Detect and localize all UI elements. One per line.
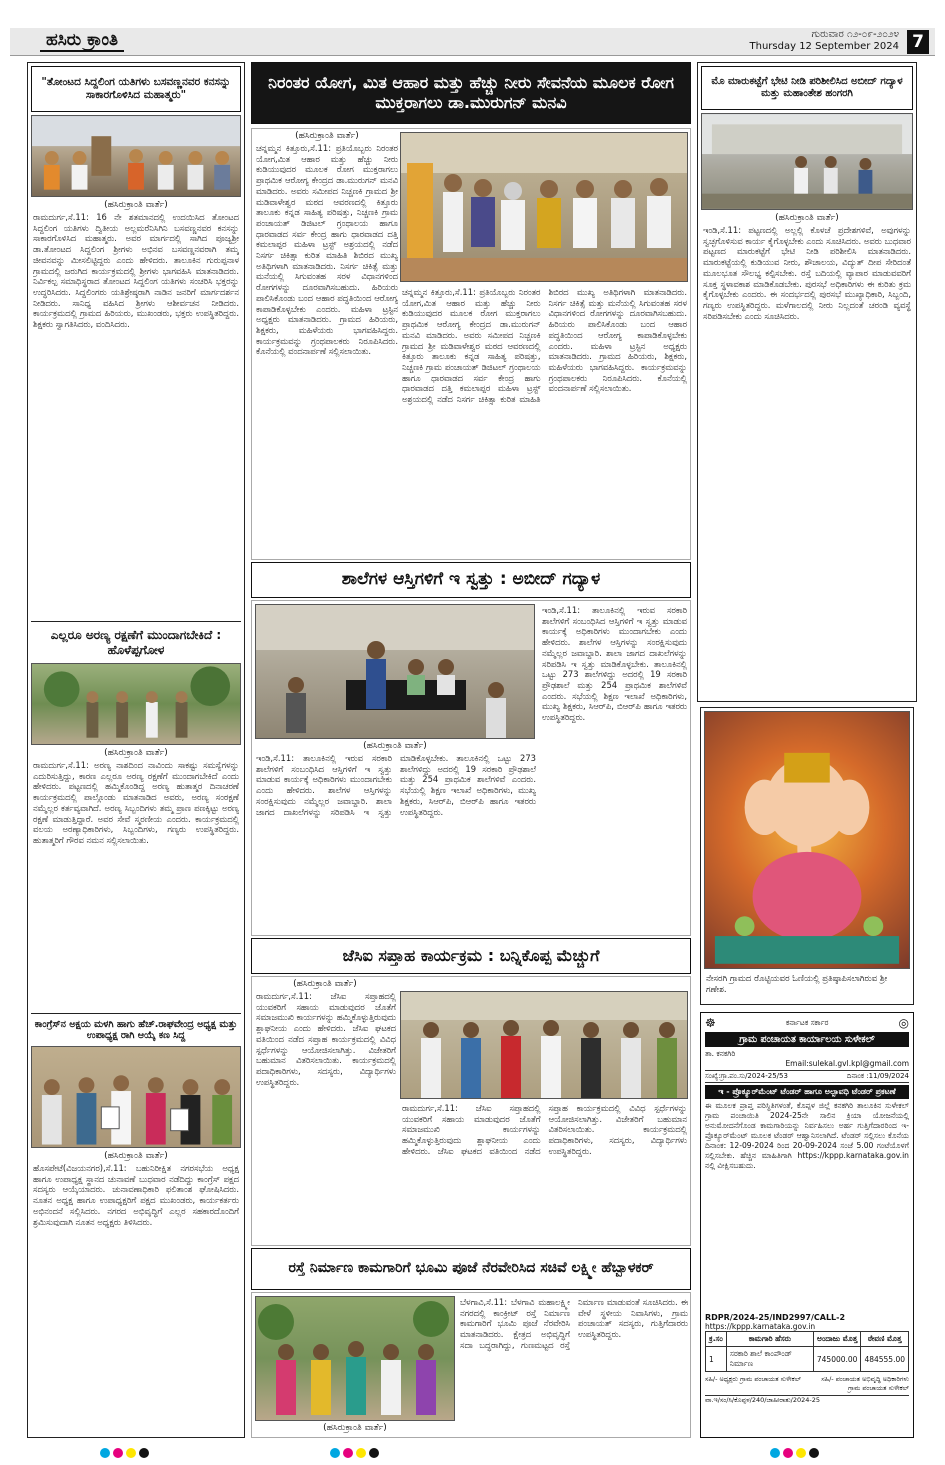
center-dateline-3: (ಹಸಿರುಕ್ರಾಂತಿ ವಾರ್ತೆ) [293,979,357,989]
registration-marks-right [770,1443,822,1462]
table-row [706,1347,909,1372]
tender-ref-no: ಸಂಖ್ಯೆ:ಗ್ರಾ.ಪಂ.ಸು/2024-25/53 [705,1072,788,1080]
tender-url-link[interactable]: https://kppp.karnataka.gov.in [705,1322,816,1331]
ganesha-caption: ನೇಸರಗಿ ಗ್ರಾಮದ ರೊಟ್ಟಿಯವರ ಓಣಿಯಲ್ಲಿ ಪ್ರತಿಷ್ಠಾಪಿಸಲಾಗಿರುವ ಶ್ರೀ ಗಣೇಶ. [706,974,888,995]
center-story-2 [251,600,691,936]
center-dateline-4: (ಹಸಿರುಕ್ರಾಂತಿ ವಾರ್ತೆ) [323,1423,387,1433]
tender-cell-2: ಸರಕಾರಿ ಶಾಲೆ ಕಾಂಪೌಂಡ್ ನಿರ್ಮಾಣ [726,1347,813,1372]
ganesha-idol-graphic [705,712,909,968]
date-block [750,29,899,53]
left-headline-2: ಎಲ್ಲರೂ ಅರಣ್ಯ ರಕ್ಷಣೆಗೆ ಮುಂದಾಗಬೇಕಿದೆ : ಹೊಳೆಪ್ಪಗೋಳ [50,628,222,657]
left-dateline-3: (ಹಸಿರುಕ್ರಾಂತಿ ವಾರ್ತೆ) [104,1151,168,1161]
left-body-2: ರಾಮದುರ್ಗ,ಸೆ.11: ಅರಣ್ಯ ನಾಶದಿಂದ ನಾವಿಂದು ಸಾಕಷ್ಟು ಸಮಸ್ಯೆಗಳನ್ನು ಎದುರಿಸುತ್ತಿದ್ದು, ಕಾರಣ ಎಲ್ಲರೂ ಅರಣ್ಯ ರಕ್ಷಣೆಗೆ ಮುಂದಾಗಬೇಕಿದೆ ಎಂದು ಹೇಳಿದರು. ಪಟ್ಟಣದಲ್ಲಿ ಹಮ್ಮಿಕೊಂಡಿದ್ದ ಅರಣ್ಯ ಹುತಾತ್ಮರ ದಿನಾಚರಣೆ ಕಾರ್ಯಕ್ರಮದಲ್ಲಿ ಪಾಲ್ಗೊಂಡು ಮಾತನಾಡಿದ ಅವರು, ಅರಣ್ಯ ಸಂರಕ್ಷಣೆ ನಮ್ಮೆಲ್ಲರ ಕರ್ತವ್ಯವಾಗಿದೆ. ಅರಣ್ಯ ಸಿಬ್ಬಂದಿಗಳು ತಮ್ಮ ಪ್ರಾಣ ಪಣಕ್ಕಿಟ್ಟು ಅರಣ್ಯ ರಕ್ಷಣೆ ಮಾಡುತ್ತಿದ್ದಾರೆ. ಅವರ ಸೇವೆ ಸ್ಮರಣೀಯ ಎಂದರು. ಕಾರ್ಯಕ್ರಮದಲ್ಲಿ ವಲಯ ಅರಣ್ಯಾಧಿಕಾರಿಗಳು, ಸಿಬ್ಬಂದಿಗಳು, ಗಣ್ಯರು ಉಪಸ್ಥಿತರಿದ್ದರು. ಹುತಾತ್ಮರಿಗೆ ಗೌರವ ನಮನ ಸಲ್ಲಿಸಲಾಯಿತು. [33,760,239,845]
left-headline: "ತೋಂಟದ ಸಿದ್ದಲಿಂಗ ಯತಿಗಳು ಬಸವಣ್ಣನವರ ಕನಸನ್ನು ಸಾಕಾರಗೊಳಿಸಿದ ಮಹಾತ್ಮರು" [31,66,241,112]
forest-photo [31,663,241,745]
masthead-title: ಹಸಿರು ಕ್ರಾಂತಿ [40,30,124,52]
cyan-mark [330,1448,340,1458]
center-body-b: ಚನ್ನಮ್ಮನ ಕಿತ್ತೂರು,ಸೆ.11: ಪ್ರತಿಯೊಬ್ಬರು ನಿರಂತರ ಯೋಗ,ಮಿತ ಆಹಾರ ಮತ್ತು ಹೆಚ್ಚು ನೀರು ಕುಡಿಯುವುದರ ಮೂಲಕ ರೋಗ ಮುಕ್ತರಾಗಲು ಪ್ರಾಥಮಿಕ ಆರೋಗ್ಯ ಕೇಂದ್ರದ ಡಾ.ಮುರುಗನ್ ಮನವಿ ಮಾಡಿದರು. ಅವರು ಸಮೀಪದ ನಿಚ್ಚಣಕಿ ಗ್ರಾಮದ ಶ್ರೀ ಮಡಿವಾಳೇಶ್ವರ ಮಠದ ಆವರಣದಲ್ಲಿ ಕಿತ್ತೂರು ತಾಲೂಕು ಕನ್ನಡ ಸಾಹಿತ್ಯ ಪರಿಷತ್ತು, ನಿಚ್ಚಣಕಿ ಗ್ರಾಮ ಪಂಚಾಯತ್ ಡಿಜಿಟಲ್ ಗ್ರಂಥಾಲಯ ಹಾಗೂ ಧಾರವಾಡದ ಸರ್ವ ಕೇಂದ್ರ ಹಾಗು ಧಾರವಾಡದ ದತ್ತಿ ಕಮಲಾಪ್ಪರ ಮಹಿಳಾ ಟ್ರಸ್ಟ್ ಅಶ್ರಯದಲ್ಲಿ ನಡೆದ ನಿಸರ್ಗ ಚಿಕಿತ್ಸಾ ಕುರಿತ ಮಾಹಿತಿ ಶಿಬಿರದ ಮುಖ್ಯ ಅತಿಥಿಗಳಾಗಿ ಮಾತನಾಡಿದರು. ನಿಸರ್ಗ ಚಿಕಿತ್ಸೆ ಮತ್ತು ಮನೆಯಲ್ಲಿ ಸಿಗುವಂತಹ ಸರಳ ವಿಧಾನಗಳಿಂದ ರೋಗಗಳನ್ನು ದೂರವಾಗಿಸಬಹುದು. ಹಿರಿಯರು ಪಾಲಿಸಿಕೊಂಡು ಬಂದ ಆಹಾರ ಪದ್ಧತಿಯಿಂದ ಆರೋಗ್ಯ ಕಾಪಾಡಿಕೊಳ್ಳಬೇಕು ಎಂದರು. ಮಹಿಳಾ ಟ್ರಸ್ಟಿನ ಅಧ್ಯಕ್ಷರು ಮಾತನಾಡಿದರು. ಗ್ರಾಮದ ಹಿರಿಯರು, ಶಿಕ್ಷಕರು, ಮಹಿಳೆಯರು ಭಾಗವಹಿಸಿದ್ದರು. ಕಾರ್ಯಕ್ರಮವನ್ನು ಗ್ರಂಥಪಾಲಕರು ನಿರೂಪಿಸಿದರು. ಕೊನೆಯಲ್ಲಿ ವಂದನಾರ್ಪಣೆ ಸಲ್ಲಿಸಲಾಯಿತು. [402,287,687,405]
panchayat-logo-icon: ◎ [898,1016,909,1030]
black-mark [369,1448,379,1458]
tender-ref-code: RDPR/2024-25/IND2997/CALL-2 [705,1313,846,1322]
registration-marks-left [100,1443,152,1462]
right-column-top [697,62,917,702]
yellow-mark [356,1448,366,1458]
tender-table-header [706,1332,909,1347]
date-kannada: ಗುರುವಾರ ೧೨-೦೯-೨೦೨೪ [811,29,899,40]
center-body-3b: ರಾಮದುರ್ಗ,ಸೆ.11: ಜೆಸಿಐ ಸಪ್ತಾಹದಲ್ಲಿ ಯುವಕರಿಗೆ ಸಹಾಯ ಮಾಡುವುದರ ಜೊತೆಗೆ ಸಮಾಜಮುಖಿ ಕಾರ್ಯಗಳನ್ನು ಹಮ್ಮಿಕೊಳ್ಳುತ್ತಿರುವುದು ಶ್ಲಾಘನೀಯ ಎಂದು ಹೇಳಿದರು. ಜೆಸಿಐ ಘಟಕದ ವತಿಯಿಂದ ನಡೆದ ಸಪ್ತಾಹ ಕಾರ್ಯಕ್ರಮದಲ್ಲಿ ವಿವಿಧ ಸ್ಪರ್ಧೆಗಳನ್ನು ಆಯೋಜಿಸಲಾಗಿತ್ತು. ವಿಜೇತರಿಗೆ ಬಹುಮಾನ ವಿತರಿಸಲಾಯಿತು. ಕಾರ್ಯಕ್ರಮದಲ್ಲಿ ಪದಾಧಿಕಾರಿಗಳು, ಸದಸ್ಯರು, ವಿದ್ಯಾರ್ಥಿಗಳು ಉಪಸ್ಥಿತರಿದ್ದರು. [402,1103,687,1156]
seers-photo [31,115,241,197]
yoga-event-graphic [401,133,688,282]
tender-office: ಗ್ರಾಮ ಪಂಚಾಯತ ಕಾರ್ಯಾಲಯ ಸುಳೇಕಲ್ [705,1032,909,1047]
center-body-2a: ಇಂಡಿ,ಸೆ.11: ತಾಲೂಕಿನಲ್ಲಿ ಇರುವ ಸರಕಾರಿ ಶಾಲೆಗಳಿಗೆ ಸಂಬಂಧಿಸಿದ ಆಸ್ತಿಗಳಿಗೆ ಇ ಸ್ವತ್ತು ಮಾಡುವ ಕಾರ್ಯಕ್ಕೆ ಅಧಿಕಾರಿಗಳು ಮುಂದಾಗಬೇಕು ಎಂದು ಹೇಳಿದರು. ಶಾಲೆಗಳ ಆಸ್ತಿಗಳನ್ನು ಸಂರಕ್ಷಿಸುವುದು ನಮ್ಮೆಲ್ಲರ ಜವಾಬ್ದಾರಿ. ಶಾಲಾ ಜಾಗದ ದಾಖಲೆಗಳನ್ನು ಸರಿಪಡಿಸಿ ಇ ಸ್ವತ್ತು ಮಾಡಿಕೊಳ್ಳಬೇಕು. ತಾಲೂಕಿನಲ್ಲಿ ಒಟ್ಟು 273 ಶಾಲೆಗಳಿದ್ದು ಅದರಲ್ಲಿ 19 ಸರಕಾರಿ ಪ್ರೌಢಶಾಲೆ ಮತ್ತು 254 ಪ್ರಾಥಮಿಕ ಶಾಲೆಗಳಿವೆ ಎಂದರು. ಸಭೆಯಲ್ಲಿ ಶಿಕ್ಷಣ ಇಲಾಖೆ ಅಧಿಕಾರಿಗಳು, ಮುಖ್ಯ ಶಿಕ್ಷಕರು, ಸಿಆರ್‌ಪಿ, ಬಿಆರ್‌ಪಿ ಹಾಗೂ ಇತರರು ಉಪಸ್ಥಿತರಿದ್ದರು. [256,753,536,817]
school-meeting-photo [255,604,535,739]
center-story-3 [251,976,691,1246]
magenta-mark [343,1448,353,1458]
road-pooja-graphic [256,1297,455,1421]
cyan-mark [100,1448,110,1458]
tender-ref-row [705,1070,909,1083]
center-body-2b: ಇಂಡಿ,ಸೆ.11: ತಾಲೂಕಿನಲ್ಲಿ ಇರುವ ಸರಕಾರಿ ಶಾಲೆಗಳಿಗೆ ಸಂಬಂಧಿಸಿದ ಆಸ್ತಿಗಳಿಗೆ ಇ ಸ್ವತ್ತು ಮಾಡುವ ಕಾರ್ಯಕ್ಕೆ ಅಧಿಕಾರಿಗಳು ಮುಂದಾಗಬೇಕು ಎಂದು ಹೇಳಿದರು. ಶಾಲೆಗಳ ಆಸ್ತಿಗಳನ್ನು ಸಂರಕ್ಷಿಸುವುದು ನಮ್ಮೆಲ್ಲರ ಜವಾಬ್ದಾರಿ. ಶಾಲಾ ಜಾಗದ ದಾಖಲೆಗಳನ್ನು ಸರಿಪಡಿಸಿ ಇ ಸ್ವತ್ತು ಮಾಡಿಕೊಳ್ಳಬೇಕು. ತಾಲೂಕಿನಲ್ಲಿ ಒಟ್ಟು 273 ಶಾಲೆಗಳಿದ್ದು ಅದರಲ್ಲಿ 19 ಸರಕಾರಿ ಪ್ರೌಢಶಾಲೆ ಮತ್ತು 254 ಪ್ರಾಥಮಿಕ ಶಾಲೆಗಳಿವೆ ಎಂದರು. ಸಭೆಯಲ್ಲಿ ಶಿಕ್ಷಣ ಇಲಾಖೆ ಅಧಿಕಾರಿಗಳು, ಮುಖ್ಯ ಶಿಕ್ಷಕರು, ಸಿಆರ್‌ಪಿ, ಬಿಆರ್‌ಪಿ ಹಾಗೂ ಇತರರು ಉಪಸ್ಥಿತರಿದ್ದರು. [542,605,687,723]
jci-event-photo [400,991,688,1099]
black-mark [139,1448,149,1458]
seers-photo-graphic [32,116,240,196]
registration-marks-center [330,1443,382,1462]
council-photo-graphic [32,1047,240,1147]
tender-cell-4: 484555.00 [861,1347,909,1372]
tender-footer-ref: ವಾ.ಇ/ಸಂ/ಸಿ/ಕೊಪ್ಪಳ/240/ಜಾಹೀರಾತು/2024-25 [705,1395,909,1405]
tender-district: ತಾ. ಕನಕಗಿರಿ [705,1049,736,1058]
center-body-4: ಬೆಳಗಾವಿ,ಸೆ.11: ಬೆಳಗಾವಿ ಮಹಾಲಕ್ಷ್ಮೀ ನಗರದಲ್ಲಿ ಕಾಂಕ್ರೀಟ್ ರಸ್ತೆ ನಿರ್ಮಾಣ ಕಾಮಗಾರಿಗೆ ಭೂಮಿ ಪೂಜೆ ನೆರವೇರಿಸಿ ಮಾತನಾಡಿದರು. ಕ್ಷೇತ್ರದ ಅಭಿವೃದ್ಧಿಗೆ ಸದಾ ಬದ್ಧರಾಗಿದ್ದು, ಗುಣಮಟ್ಟದ ರಸ್ತೆ ನಿರ್ಮಾಣ ಮಾಡುವಂತೆ ಸೂಚಿಸಿದರು. ಈ ವೇಳೆ ಸ್ಥಳೀಯ ನಿವಾಸಿಗಳು, ಗ್ರಾಮ ಪಂಚಾಯತ್ ಸದಸ್ಯರು, ಗುತ್ತಿಗೆದಾರರು ಉಪಸ್ಥಿತರಿದ್ದರು. [460,1297,688,1350]
right-dateline: (ಹಸಿರುಕ್ರಾಂತಿ ವಾರ್ತೆ) [775,213,839,223]
center-headline-4: ರಸ್ತೆ ನಿರ್ಮಾಣ ಕಾಮಗಾರಿಗೆ ಭೂಮಿ ಪೂಜೆ ನೆರವೇರಿಸಿದ ಸಚಿವೆ ಲಕ್ಷ್ಮೀ ಹೆಬ್ಬಾಳಕರ್ [251,1248,691,1290]
jci-event-graphic [401,992,688,1099]
tender-cell-1: 1 [706,1347,727,1372]
page-number: 7 [907,30,929,54]
date-english: Thursday 12 September 2024 [749,41,899,52]
black-mark [809,1448,819,1458]
tender-sign-left: ಸಹಿ/- ಅಧ್ಯಕ್ಷರು ಗ್ರಾಮ ಪಂಚಾಯತ ಸುಳೇಕಲ್ [705,1375,802,1383]
tender-gov-label: ಕರ್ನಾಟಕ ಸರ್ಕಾರ [785,1018,829,1027]
tender-signatures [705,1375,909,1393]
left-column [27,62,245,1438]
cyan-mark [770,1448,780,1458]
center-dateline-2: (ಹಸಿರುಕ್ರಾಂತಿ ವಾರ್ತೆ) [363,741,427,751]
road-pooja-photo [255,1296,455,1421]
center-body-a: ಚನ್ನಮ್ಮನ ಕಿತ್ತೂರು,ಸೆ.11: ಪ್ರತಿಯೊಬ್ಬರು ನಿರಂತರ ಯೋಗ,ಮಿತ ಆಹಾರ ಮತ್ತು ಹೆಚ್ಚು ನೀರು ಕುಡಿಯುವುದರ ಮೂಲಕ ರೋಗ ಮುಕ್ತರಾಗಲು ಪ್ರಾಥಮಿಕ ಆರೋಗ್ಯ ಕೇಂದ್ರದ ಡಾ.ಮುರುಗನ್ ಮನವಿ ಮಾಡಿದರು. ಅವರು ಸಮೀಪದ ನಿಚ್ಚಣಕಿ ಗ್ರಾಮದ ಶ್ರೀ ಮಡಿವಾಳೇಶ್ವರ ಮಠದ ಆವರಣದಲ್ಲಿ ಕಿತ್ತೂರು ತಾಲೂಕು ಕನ್ನಡ ಸಾಹಿತ್ಯ ಪರಿಷತ್ತು, ನಿಚ್ಚಣಕಿ ಗ್ರಾಮ ಪಂಚಾಯತ್ ಡಿಜಿಟಲ್ ಗ್ರಂಥಾಲಯ ಹಾಗೂ ಧಾರವಾಡದ ಸರ್ವ ಕೇಂದ್ರ ಹಾಗು ಧಾರವಾಡದ ದತ್ತಿ ಕಮಲಾಪ್ಪರ ಮಹಿಳಾ ಟ್ರಸ್ಟ್ ಅಶ್ರಯದಲ್ಲಿ ನಡೆದ ನಿಸರ್ಗ ಚಿಕಿತ್ಸಾ ಕುರಿತ ಮಾಹಿತಿ ಶಿಬಿರದ ಮುಖ್ಯ ಅತಿಥಿಗಳಾಗಿ ಮಾತನಾಡಿದರು. ನಿಸರ್ಗ ಚಿಕಿತ್ಸೆ ಮತ್ತು ಮನೆಯಲ್ಲಿ ಸಿಗುವಂತಹ ಸರಳ ವಿಧಾನಗಳಿಂದ ರೋಗಗಳನ್ನು ದೂರವಾಗಿಸಬಹುದು. ಹಿರಿಯರು ಪಾಲಿಸಿಕೊಂಡು ಬಂದ ಆಹಾರ ಪದ್ಧತಿಯಿಂದ ಆರೋಗ್ಯ ಕಾಪಾಡಿಕೊಳ್ಳಬೇಕು ಎಂದರು. ಮಹಿಳಾ ಟ್ರಸ್ಟಿನ ಅಧ್ಯಕ್ಷರು ಮಾತನಾಡಿದರು. ಗ್ರಾಮದ ಹಿರಿಯರು, ಶಿಕ್ಷಕರು, ಮಹಿಳೆಯರು ಭಾಗವಹಿಸಿದ್ದರು. ಕಾರ್ಯಕ್ರಮವನ್ನು ಗ್ರಂಥಪಾಲಕರು ನಿರೂಪಿಸಿದರು. ಕೊನೆಯಲ್ಲಿ ವಂದನಾರ್ಪಣೆ ಸಲ್ಲಿಸಲಾಯಿತು. [256,143,398,357]
yoga-event-photo [400,132,688,282]
masthead-bar [10,28,935,56]
left-dateline-2: (ಹಸಿರುಕ್ರಾಂತಿ ವಾರ್ತೆ) [104,748,168,758]
tender-col-2: ಕಾಮಗಾರಿ ಹೆಸರು [726,1332,813,1347]
tender-title: ಇ - ಪ್ರೊಕ್ಯೂರ್‌ಮೆಂಟ್ ಟೆಂಡರ್ ಹಾಗೂ ಅಲ್ಪಾವಧಿ ಟೆಂಡರ್ ಪ್ರಕಟಣೆ [705,1085,909,1099]
school-meeting-graphic [256,605,535,739]
left-dateline: (ಹಸಿರುಕ್ರಾಂತಿ ವಾರ್ತೆ) [104,200,168,210]
center-dateline: (ಹಸಿರುಕ್ರಾಂತಿ ವಾರ್ತೆ) [295,131,359,141]
tender-body: ಈ ಮೂಲಕ ಪ್ರಾಪ್ತ ಪರಿಸ್ಥಿತಿಗಳಂತೆ, ಕೊಪ್ಪಳ ಜಿಲ್ಲೆ ಕನಕಗಿರಿ ತಾಲೂಕಿನ ಸುಳೇಕಲ್ ಗ್ರಾಮ ಪಂಚಾಯಿತಿ 2024-25ನೇ ಸಾಲಿನ ಕ್ರಿಯಾ ಯೋಜನೆಯಲ್ಲಿ ಅನುಮೋದನೆಗೊಂಡ ಕಾಮಗಾರಿಯನ್ನು ನಿರ್ವಹಿಸಲು ಅರ್ಹ ಗುತ್ತಿಗೆದಾರರಿಂದ ಇ-ಪ್ರೊಕ್ಯೂರ್‌ಮೆಂಟ್ ಮೂಲಕ ಟೆಂಡರ್ ಆಹ್ವಾನಿಸಲಾಗಿದೆ. ಟೆಂಡರ್ ಸಲ್ಲಿಸಲು ಕೊನೆಯ ದಿನಾಂಕ: 12-09-2024 ರಿಂದ 20-09-2024 ಸಂಜೆ 5.00 ಗಂಟೆಯೊಳಗೆ ಸಲ್ಲಿಸಬೇಕು. ಹೆಚ್ಚಿನ ಮಾಹಿತಿಗಾಗಿ https://kppp.karnataka.gov.in ನಲ್ಲಿ ವೀಕ್ಷಿಸಬಹುದು. [705,1101,909,1170]
tender-col-4: ಠೇವಣಿ ಮೊತ್ತ [861,1332,909,1347]
forest-photo-graphic [32,664,240,744]
center-headline: ನಿರಂತರ ಯೋಗ, ಮಿತ ಆಹಾರ ಮತ್ತು ಹೆಚ್ಚು ನೀರು ಸೇವನೆಯ ಮೂಲಕ ರೋಗ ಮುಕ್ತರಾಗಲು ಡಾ.ಮುರುಗನ್ ಮನವಿ [251,62,691,124]
market-photo-graphic [702,114,912,209]
council-photo [31,1046,241,1148]
tender-table [705,1331,909,1372]
center-body-3a: ರಾಮದುರ್ಗ,ಸೆ.11: ಜೆಸಿಐ ಸಪ್ತಾಹದಲ್ಲಿ ಯುವಕರಿಗೆ ಸಹಾಯ ಮಾಡುವುದರ ಜೊತೆಗೆ ಸಮಾಜಮುಖಿ ಕಾರ್ಯಗಳನ್ನು ಹಮ್ಮಿಕೊಳ್ಳುತ್ತಿರುವುದು ಶ್ಲಾಘನೀಯ ಎಂದು ಹೇಳಿದರು. ಜೆಸಿಐ ಘಟಕದ ವತಿಯಿಂದ ನಡೆದ ಸಪ್ತಾಹ ಕಾರ್ಯಕ್ರಮದಲ್ಲಿ ವಿವಿಧ ಸ್ಪರ್ಧೆಗಳನ್ನು ಆಯೋಜಿಸಲಾಗಿತ್ತು. ವಿಜೇತರಿಗೆ ಬಹುಮಾನ ವಿತರಿಸಲಾಯಿತು. ಕಾರ್ಯಕ್ರಮದಲ್ಲಿ ಪದಾಧಿಕಾರಿಗಳು, ಸದಸ್ಯರು, ವಿದ್ಯಾರ್ಥಿಗಳು ಉಪಸ್ಥಿತರಿದ್ದರು. [256,991,396,1087]
left-body: ರಾಮದುರ್ಗ,ಸೆ.11: 16 ನೇ ಶತಮಾನದಲ್ಲಿ ಉದಯಿಸಿದ ತೋಂಟದ ಸಿದ್ದಲಿಂಗ ಯತಿಗಳು ದ್ವಿತೀಯ ಅಲ್ಲಮರೆನಿಸಿಗಿನಿ ಬಸವಣ್ಣನವರ ಕನಸನ್ನು ಸಾಕಾರಗೊಳಿಸಿದ ಮಹಾತ್ಮರು. ಅವರ ಮಾರ್ಗದಲ್ಲಿ ಸಾಗಿದ ಪೂಜ್ಯಶ್ರೀ ಡಾ.ತೋಂಟದ ಸಿದ್ದಲಿಂಗ ಶ್ರೀಗಳು ಅಭಿನವ ಬಸವಣ್ಣನವರಾಗಿ ತಮ್ಮ ಜೀವನವನ್ನು ಮೀಸಲಿಟ್ಟಿದ್ದರು ಎಂದು ಹೇಳಿದರು. ತಾಲೂಕಿನ ಗುರುಪ್ಪನಾಳ ಗ್ರಾಮದಲ್ಲಿ ಜರುಗಿದ ಕಾರ್ಯಕ್ರಮದಲ್ಲಿ ಶ್ರೀಗಳು ಭಾಗವಹಿಸಿ ಮಾತನಾಡಿದರು. ನಿರ್ವಿಕಲ್ಪ ಸಮಾಧಿಸ್ಥರಾದ ತೋಂಟದ ಸಿದ್ದಲಿಂಗ ಯತಿಗಳು ಸಂಚರಿಸಿ ಭಕ್ತರನ್ನು ಉದ್ಧರಿಸಿದರು. ಸಿದ್ದಲಿಂಗರು ಯತಿಶ್ರೇಷ್ಠರಾಗಿ ನಾಡಿನ ಜನರಿಗೆ ಮಾರ್ಗದರ್ಶನ ನೀಡಿದರು. ಸಾನಿಧ್ಯ ವಹಿಸಿದ ಶ್ರೀಗಳು ಆಶೀರ್ವಚನ ನೀಡಿದರು. ಕಾರ್ಯಕ್ರಮದಲ್ಲಿ ಗ್ರಾಮದ ಹಿರಿಯರು, ಮುಖಂಡರು, ಭಕ್ತರು ಉಪಸ್ಥಿತರಿದ್ದರು. ಶಿಕ್ಷಕರು ಸ್ವಾಗತಿಸಿದರು, ವಂದಿಸಿದರು. [33,212,239,330]
tender-ref-date: ದಿನಾಂಕ :11/09/2024 [846,1072,909,1080]
tender-header [705,1016,909,1030]
gov-emblem-icon: ☸ [705,1016,716,1030]
tender-notice [700,1012,914,1438]
tender-col-1: ಕ್ರ.ಸಂ [706,1332,727,1347]
tender-email: Email:sulekal.gvl.kpl@gmail.com [785,1059,909,1068]
magenta-mark [783,1448,793,1458]
center-headline-2: ಶಾಲೆಗಳ ಆಸ್ತಿಗಳಿಗೆ ಇ ಸ್ವತ್ತು : ಅಬೀದ್ ಗದ್ಯಾಳ [251,562,691,598]
right-headline: ಮೊ ಮಾರುಕಟ್ಟೆಗೆ ಭೇಟಿ ನೀಡಿ ಪರಿಶೀಲಿಸಿದ ಅಬೀದ್ ಗದ್ಯಾಳ ಮತ್ತು ಮಹಾಂತೇಶ ಹಂಗರಗಿ [701,66,913,110]
ganesha-box [700,707,914,1005]
center-headline-3: ಜೆಸಿಐ ಸಪ್ತಾಹ ಕಾರ್ಯಕ್ರಮ : ಬನ್ನಿಕೊಪ್ಪ ಮೆಚ್ಚುಗೆ [251,938,691,974]
tender-cell-3: 745000.00 [813,1347,861,1372]
yellow-mark [796,1448,806,1458]
left-body-3: ಹೊಸಪೇಟೆ(ವಿಜಯನಗರ),ಸೆ.11: ಬಹುನಿರೀಕ್ಷಿತ ನಗರಸಭೆಯ ಅಧ್ಯಕ್ಷ ಹಾಗೂ ಉಪಾಧ್ಯಕ್ಷ ಸ್ಥಾನದ ಚುನಾವಣೆ ಬುಧವಾರ ನಡೆದಿದ್ದು ಕಾಂಗ್ರೆಸ್ ಪಕ್ಷದ ಸದಸ್ಯರು ಆಯ್ಕೆಯಾದರು. ಚುನಾವಣಾಧಿಕಾರಿ ಫಲಿತಾಂಶ ಘೋಷಿಸಿದರು. ನೂತನ ಅಧ್ಯಕ್ಷ ಹಾಗೂ ಉಪಾಧ್ಯಕ್ಷರಿಗೆ ಪಕ್ಷದ ಮುಖಂಡರು, ಕಾರ್ಯಕರ್ತರು ಅಭಿನಂದನೆ ಸಲ್ಲಿಸಿದರು. ನಗರದ ಅಭಿವೃದ್ಧಿಗೆ ಎಲ್ಲರ ಸಹಕಾರದೊಂದಿಗೆ ಶ್ರಮಿಸುವುದಾಗಿ ನೂತನ ಅಧ್ಯಕ್ಷರು ತಿಳಿಸಿದರು. [33,1163,239,1227]
tender-col-3: ಅಂದಾಜು ಮೊತ್ತ [813,1332,861,1347]
ganesha-photo [704,711,910,969]
center-story-4 [251,1292,691,1438]
right-body: ಇಂಡಿ,ಸೆ.11: ಪಟ್ಟಣದಲ್ಲಿ ಅಲ್ಲಲ್ಲಿ ಕೊಳಚೆ ಪ್ರದೇಶಗಳಿವೆ, ಅವುಗಳನ್ನು ಸ್ವಚ್ಛಗೊಳಿಸುವ ಕಾರ್ಯ ಕೈಗೊಳ್ಳಬೇಕು ಎಂದು ಸೂಚಿಸಿದರು. ಅವರು ಬುಧವಾರ ಪಟ್ಟಣದ ಮಾರುಕಟ್ಟೆಗೆ ಭೇಟಿ ನೀಡಿ ಪರಿಶೀಲಿಸಿ ಮಾತನಾಡಿದರು. ಮಾರುಕಟ್ಟೆಯಲ್ಲಿ ಕುಡಿಯುವ ನೀರು, ಶೌಚಾಲಯ, ವಿದ್ಯುತ್ ದೀಪ ಸೇರಿದಂತೆ ಮೂಲಭೂತ ಸೌಲಭ್ಯ ಕಲ್ಪಿಸಬೇಕು. ರಸ್ತೆ ಬದಿಯಲ್ಲಿ ವ್ಯಾಪಾರ ಮಾಡುವವರಿಗೆ ಸೂಕ್ತ ಸ್ಥಳಾವಕಾಶ ಮಾಡಿಕೊಡಬೇಕು. ಪುರಸಭೆ ಅಧಿಕಾರಿಗಳು ಈ ಕುರಿತು ಕ್ರಮ ಕೈಗೊಳ್ಳಬೇಕು ಎಂದರು. ಈ ಸಂದರ್ಭದಲ್ಲಿ ಪುರಸಭೆ ಮುಖ್ಯಾಧಿಕಾರಿ, ಸಿಬ್ಬಂದಿ, ಗಣ್ಯರು ಉಪಸ್ಥಿತರಿದ್ದರು. ಮಳೆಗಾಲದಲ್ಲಿ ನೀರು ನಿಲ್ಲದಂತೆ ಚರಂಡಿ ವ್ಯವಸ್ಥೆ ಸರಿಪಡಿಸಬೇಕು ಎಂದು ಸೂಚಿಸಿದರು. [703,225,911,321]
market-photo [701,113,913,210]
center-story-1 [251,128,691,560]
magenta-mark [113,1448,123,1458]
tender-sign-right: ಸಹಿ/- ಪಂಚಾಯತ ಅಭಿವೃದ್ಧಿ ಅಧಿಕಾರಿಗಳು ಗ್ರಾಮ ಪಂಚಾಯತ ಸುಳೇಕಲ್ [821,1375,909,1392]
yellow-mark [126,1448,136,1458]
left-headline-3: ಕಾಂಗ್ರೆಸ್‌ನ ಅಕ್ಷಯ ಮಳಗಿ ಹಾಗು ಹೆಚ್.ರಾಘವೇಂದ್ರ ಅಧ್ಯಕ್ಷ ಮತ್ತು ಉಪಾಧ್ಯಕ್ಷ ರಾಗಿ ಆಯ್ಕೆ ಕಣ ಸಿದ್ದ [34,1019,238,1041]
